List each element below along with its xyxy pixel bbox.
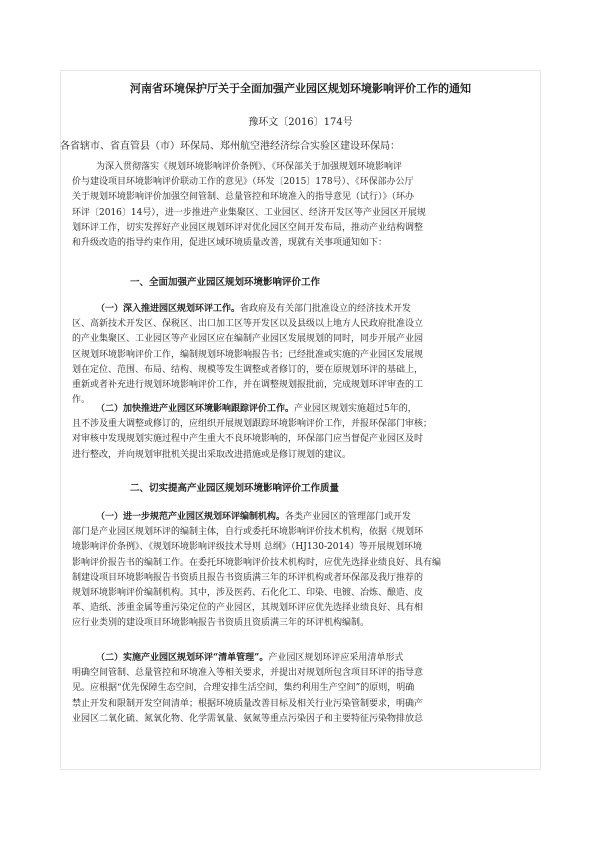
- paragraph-text: 省政府及有关部门批准设立的经济技术开发: [240, 304, 412, 314]
- text-line: [72, 651, 532, 666]
- text-line: 为深入贯彻落实《规划环境影响评价条例》、《环保部关于加强规划环境影响评: [96, 162, 403, 172]
- text-line: [72, 510, 532, 525]
- text-line: 进行整改，并向规划审批机关提出采取改进措施或是修订规划的建议。: [72, 449, 352, 460]
- text-line: 作。: [72, 395, 91, 406]
- text-line: 影响评价报告书的编制工作。在委托环境影响评价技术机构时，应优先选择业绩良好、具有编: [72, 557, 442, 568]
- text-line: 明确空间管制、总量管控和环境准入等相关要求，并提出对规划所包含项目环评的指导意: [72, 668, 424, 679]
- section2-paragraph2: [72, 651, 532, 727]
- text-line: 关于规划环境影响评价加强空间管制、总量管控和环境准入的指导意见（试行）》（环办: [72, 192, 415, 203]
- section-heading-1: 一、全面加强产业园区规划环境影响评价工作: [130, 277, 321, 288]
- section-heading-2: 二、切实提高产业园区规划环境影响评价工作质量: [130, 483, 340, 494]
- paragraph-text: 各类产业园区的管理部门或开发: [285, 512, 412, 522]
- text-line: 区规划环境影响评价工作，编制规划环境影响报告书；已经批准或实施的产业园区发展规: [72, 349, 424, 360]
- text-line: 区、高新技术开发区、保税区、出口加工区等开发区以及县级以上地方人民政府批准设立: [72, 319, 424, 330]
- section1-paragraph2: [72, 402, 532, 463]
- paragraph-lead: （一）深入推进园区规划环评工作。: [96, 304, 241, 314]
- document-number: 豫环文〔2016〕174号: [248, 117, 353, 128]
- paragraph-text: 产业园区规划环评应采用清单形式: [268, 653, 404, 663]
- text-line: 环评〔2016〕14号），进一步推进产业集聚区、工业园区、经济开发区等产业园区开展规: [72, 207, 426, 218]
- paragraph-lead: （一）进一步规范产业园区规划环评编制机构。: [96, 512, 286, 522]
- text-line: [72, 402, 532, 417]
- text-line: 革、造纸、涉重金属等重污染定位的产业园区，其规划环评应优先选择业绩良好、具有相: [72, 603, 424, 614]
- paragraph-lead: （二）实施产业园区规划环评“清单管理”。: [96, 653, 269, 663]
- text-line: 的产业集聚区、工业园区等产业园区应在编制产业园区发展规划的同时，同步开展产业园: [72, 334, 424, 345]
- text-line: 和升级改造的指导约束作用，促进区域环境质量改善，现就有关事项通知如下：: [72, 237, 388, 248]
- text-line: 规划环境影响评价编制机构。其中，涉及医药、石化化工、印染、电镀、冶炼、酿造、皮: [72, 587, 424, 598]
- text-line: 对审核中发现规划实施过程中产生重大不良环境影响的，环保部门应当督促产业园区及时: [72, 434, 424, 445]
- section2-paragraph1: [72, 510, 532, 632]
- text-line: 业园区二氧化硫、氮氧化物、化学需氧量、氨氮等重点污染因子和主要特征污染物排放总: [72, 713, 424, 724]
- text-line: 重新或者补充进行规划环境影响评价工作，并在调整规划报批前，完成规划环评审查的工: [72, 379, 424, 390]
- text-line: 且不涉及重大调整或修订的，应组织开展规划跟踪环境影响评价工作，并报环保部门审核；: [72, 419, 433, 430]
- paragraph-lead: （二）加快推进产业园区环境影响跟踪评价工作。: [96, 404, 295, 414]
- text-line: 制建设项目环境影响报告书资质且报告书资质满三年的环评机构或者环保部及我厅推荐的: [72, 572, 424, 583]
- text-line: 价与建设项目环境影响评价联动工作的意见》（环发〔2015〕178号）、《环保部办公厅: [72, 177, 414, 188]
- text-line: 境影响评价条例》、《规划环境影响评级技术导则 总纲》（HJ130-2014）等开展规划环境: [72, 542, 422, 553]
- paragraph-text: 产业园区规划实施超过5年的，: [294, 404, 417, 414]
- text-line: 禁止开发和限制开发空间清单；根据环境质量改善目标及相关行业污染管制要求，明确产: [72, 698, 424, 709]
- section1-paragraph1: [72, 302, 532, 408]
- text-line: 应行业类别的建设项目环境影响报告书资质且资质满三年的环评机构编制。: [72, 618, 370, 629]
- intro-paragraph: [72, 160, 532, 251]
- text-line: 划环评工作，切实发挥好产业园区规划环评对优化园区空间开发布局，推动产业结构调整: [72, 222, 424, 233]
- text-line: 划在定位、范围、布局、结构、规模等发生调整或者修订的，要在原规划环评的基础上，: [72, 364, 424, 375]
- salutation: 各省辖市、省直管县（市）环保局、郑州航空港经济综合实验区建设环保局：: [60, 141, 400, 152]
- text-line: 见。应根据“优先保障生态空间，合理安排生活空间，集约利用生产空间”的原则，明确: [72, 683, 415, 694]
- document-title: 河南省环境保护厅关于全面加强产业园区规划环境影响评价工作的通知: [130, 82, 471, 95]
- text-line: 部门是产业园区规划环评的编制主体，自行或委托环境影响评价技术机构，依据《规划环: [72, 527, 424, 538]
- text-line: [72, 302, 532, 317]
